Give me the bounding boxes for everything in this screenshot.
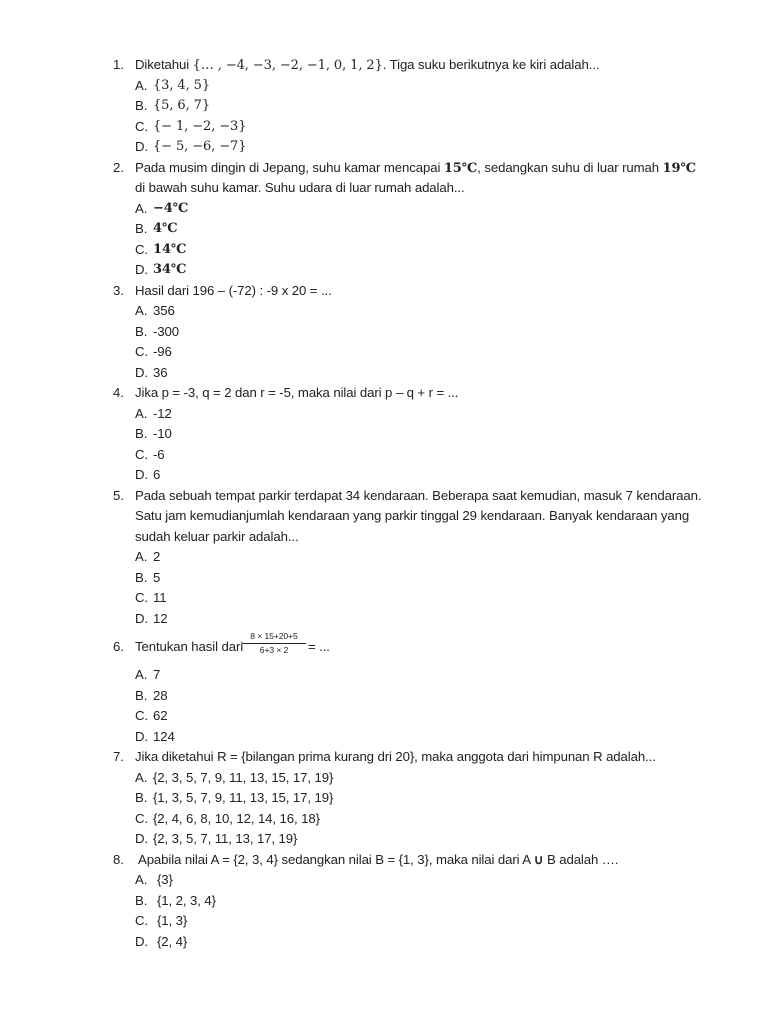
- question-2: [0, 158, 768, 281]
- option-a: A. −4℃: [135, 200, 189, 216]
- option-c: C. 14℃: [135, 241, 187, 257]
- option-d: D. 34℃: [135, 262, 187, 277]
- question-number: 8.: [113, 851, 124, 867]
- option-d: D. 12: [135, 610, 168, 626]
- question-text-continued: Satu jam kemudianjumlah kendaraan yang parkir tinggal 29 kendaraan. Banyak kendaraan yang: [135, 508, 690, 523]
- option-a: A. {3, 4, 5}: [135, 77, 210, 93]
- question-text: Diketahui {… , −4, −3, −2, −1, 0, 1, 2}. Tiga suku berikutnya ke kiri adalah...: [135, 57, 600, 73]
- question-text: Tentukan hasil dari: [135, 639, 244, 654]
- option-a: A. 356: [135, 303, 175, 318]
- option-c: C. {2, 4, 6, 8, 10, 12, 14, 16, 18}: [135, 810, 320, 826]
- option-a: A. 2: [135, 549, 161, 564]
- question-text: Apabila nilai A = {2, 3, 4} sedangkan nilai B = {1, 3}, maka nilai dari A ∪ B adalah ….: [138, 851, 619, 867]
- fraction-denominator: 6+3 × 2: [259, 645, 289, 655]
- question-text-continued: di bawah suhu kamar. Suhu udara di luar rumah adalah...: [135, 180, 465, 195]
- option-c: C. {− 1, −2, −3}: [135, 118, 247, 134]
- question-text-tail: = ...: [308, 639, 330, 654]
- option-a: A. {2, 3, 5, 7, 9, 11, 13, 15, 17, 19}: [135, 769, 334, 785]
- question-text: Jika p = -3, q = 2 dan r = -5, maka nilai dari p – q + r = ...: [135, 385, 459, 400]
- option-b: B. {1, 2, 3, 4}: [135, 892, 216, 908]
- option-b: B. 5: [135, 569, 161, 585]
- question-number: 5.: [113, 487, 124, 503]
- option-c: C. -96: [135, 344, 172, 359]
- question-1: [0, 55, 768, 158]
- question-text: Pada sebuah tempat parkir terdapat 34 kendaraan. Beberapa saat kemudian, masuk 7 kendaraan.: [135, 487, 702, 503]
- option-b: B. 28: [135, 687, 168, 703]
- question-number: 6.: [113, 639, 124, 654]
- option-c: C. {1, 3}: [135, 913, 188, 928]
- question-number: 3.: [113, 282, 124, 298]
- option-b: B. {1, 3, 5, 7, 9, 11, 13, 15, 17, 19}: [135, 790, 334, 805]
- option-a: A. -12: [135, 405, 172, 421]
- question-text: Pada musim dingin di Jepang, suhu kamar mencapai 15℃, sedangkan suhu di luar rumah 19℃: [135, 159, 696, 176]
- option-d: D. 6: [135, 467, 161, 482]
- question-7: [0, 747, 768, 850]
- question-6: [0, 629, 768, 747]
- option-d: D. 124: [135, 728, 175, 744]
- question-number: 1.: [113, 57, 124, 72]
- option-d: D. {2, 3, 5, 7, 11, 13, 17, 19}: [135, 831, 298, 846]
- option-b: B. 4℃: [135, 221, 178, 236]
- question-number: 4.: [113, 385, 124, 400]
- question-8: [0, 850, 768, 953]
- union-symbol: ∪: [533, 851, 544, 867]
- worksheet: [0, 55, 768, 952]
- option-c: C. -6: [135, 446, 165, 462]
- option-d: D. {2, 4}: [135, 933, 188, 949]
- option-a: A. {3}: [135, 872, 173, 887]
- question-text: Hasil dari 196 – (-72) : -9 x 20 = ...: [135, 282, 332, 298]
- question-5: [0, 486, 768, 630]
- question-number: 7.: [113, 749, 124, 764]
- math-set: {… , −4, −3, −2, −1, 0, 1, 2}: [192, 58, 383, 73]
- option-d: D. {− 5, −6, −7}: [135, 139, 247, 154]
- fraction-numerator: 8 × 15+20+5: [242, 631, 306, 644]
- question-text-continued: sudah keluar parkir adalah...: [135, 528, 299, 544]
- option-a: A. 7: [135, 667, 161, 682]
- option-b: B. -300: [135, 323, 179, 339]
- option-b: B. -10: [135, 426, 172, 441]
- fraction: [242, 631, 306, 656]
- question-number: 2.: [113, 159, 124, 175]
- option-b: B. {5, 6, 7}: [135, 98, 210, 113]
- question-3: [0, 281, 768, 384]
- question-text: Jika diketahui R = {bilangan prima kurang dri 20}, maka anggota dari himpunan R adalah...: [135, 749, 656, 764]
- option-c: C. 11: [135, 590, 167, 605]
- option-d: D. 36: [135, 364, 168, 380]
- question-4: [0, 383, 768, 486]
- option-c: C. 62: [135, 708, 168, 723]
